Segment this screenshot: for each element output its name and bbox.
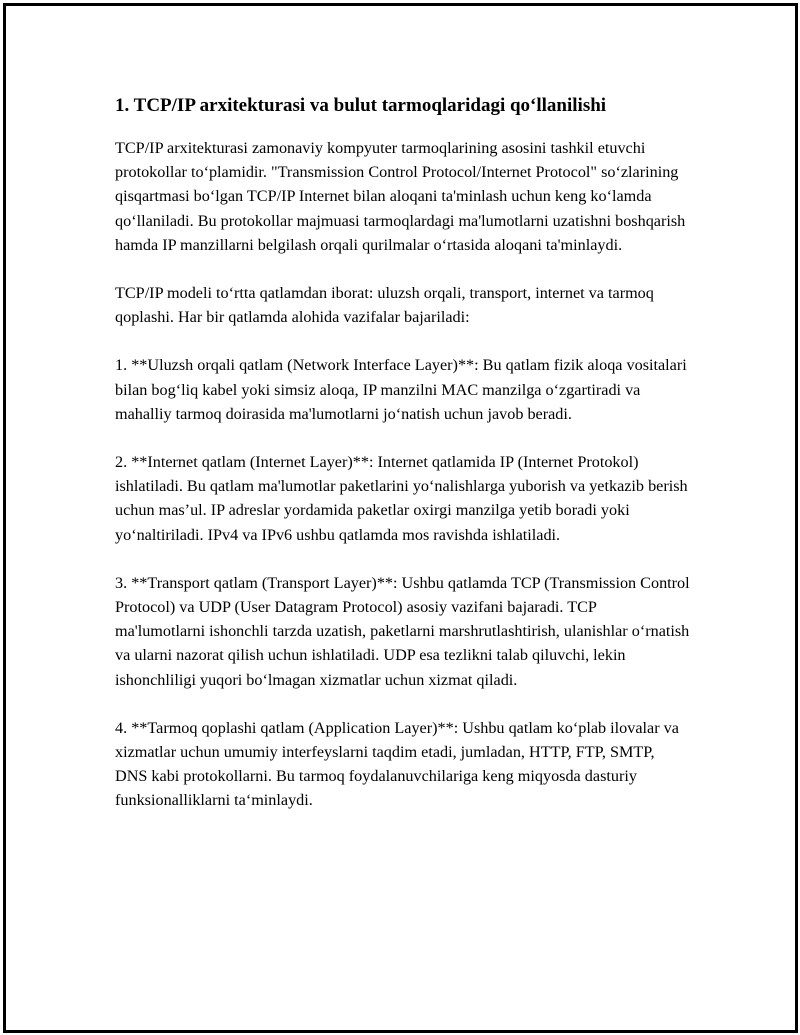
paragraph-transport-layer: 3. **Transport qatlam (Transport Layer)**: Ushbu qatlamda TCP (Transmission Control Protocol) va UDP (User Datagram Protocol) asosiy vazifani bajaradi. TCP ma'lumotlarni ishonchli tarzda uzatish, paketlarni marshrutlashtirish, ulanishlar o‘rnatish va ularni nazorat qilish uchun ishlatiladi. UDP esa tezlikni talab qiluvchi, lekin ishonchliligi yuqori bo‘lmagan xizmatlar uchun xizmat qiladi.	[115, 573, 690, 689]
paragraph-application-layer: 4. **Tarmoq qoplashi qatlam (Application Layer)**: Ushbu qatlam ko‘plab ilovalar va xizmatlar uchun umumiy interfeyslarni taqdim etadi, jumladan, HTTP, FTP, SMTP, DNS kabi protokollarni. Bu tarmoq foydalanuvchilariga keng miqyosda dasturiy funksionalliklarni ta‘minlaydi.	[115, 718, 679, 810]
document-body	[115, 92, 690, 837]
paragraph-internet-layer: 2. **Internet qatlam (Internet Layer)**: Internet qatlamida IP (Internet Protokol) ishlatiladi. Bu qatlam ma'lumotlar paketlarini yo‘nalishlarga yuborish va yetkazib berish uchun mas’ul. IP adreslar yordamida paketlar oxirgi manzilga yetib boradi yoki yo‘naltiriladi. IPv4 va IPv6 ushbu qatlamda mos ravishda ishlatiladi.	[115, 453, 688, 544]
paragraph-intro: TCP/IP arxitekturasi zamonaviy kompyuter tarmoqlarining asosini tashkil etuvchi protokollar to‘plamidir. "Transmission Control Protocol/Internet Protocol" so‘zlarining qisqartmasi bo‘lgan TCP/IP Internet bilan aloqani ta'minlash uchun keng ko‘lamda qo‘llaniladi. Bu protokollar majmuasi tarmoqlardagi ma'lumotlarni uzatishni boshqarish hamda IP manzillarni belgilash orqali qurilmalar o‘rtasida aloqani ta'minlaydi.	[115, 139, 686, 254]
paragraph-network-interface-layer: 1. **Uluzsh orqali qatlam (Network Interface Layer)**: Bu qatlam fizik aloqa vositalari bilan bog‘liq kabel yoki simsiz aloqa, IP manzilni MAC manzilga o‘zgartiradi va mahalliy tarmoq doirasida ma'lumotlarni jo‘natish uchun javob beradi.	[115, 356, 687, 423]
document-title: 1. TCP/IP arxitekturasi va bulut tarmoqlaridagi qo‘llanilishi	[115, 95, 607, 116]
paragraph-model-overview: TCP/IP modeli to‘rtta qatlamdan iborat: uluzsh orqali, transport, internet va tarmoq qoplashi. Har bir qatlamda alohida vazifalar bajariladi:	[115, 284, 654, 327]
